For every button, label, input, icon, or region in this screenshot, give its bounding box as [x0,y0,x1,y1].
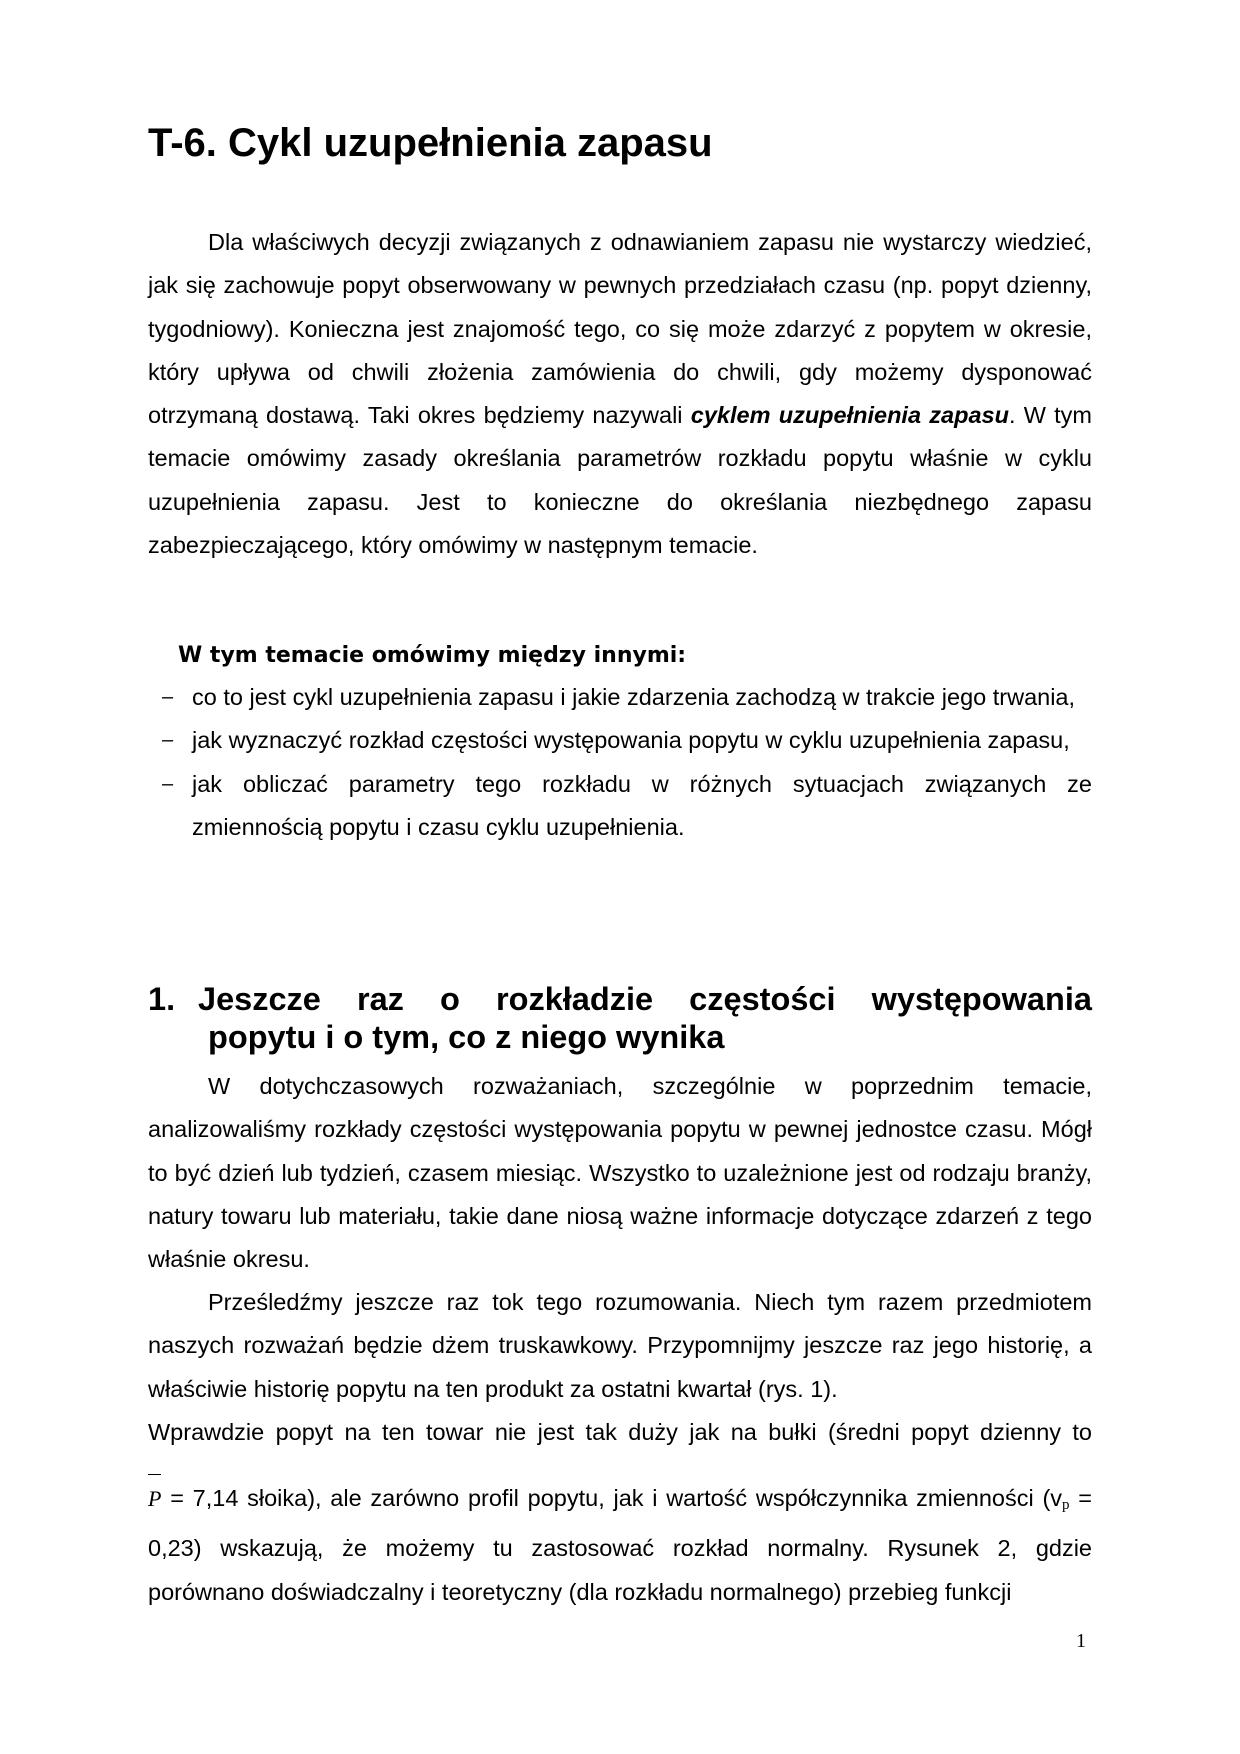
section-heading-line-1 [148,980,1092,1018]
heading-word: rozkładzie [495,981,654,1017]
bullet-dash: – [162,686,174,708]
topics-list [148,676,1092,849]
heading-word: występowania [871,981,1092,1017]
list-item-text: jak obliczać parametry tego rozkładu w różnych sytuacjach związanych ze zmiennością popytu i czasu cyklu uzupełnienia. [192,770,1092,840]
section-heading-line-2: popytu i o tym, co z niego wynika [208,1019,725,1055]
intro-text-part1: Dla właściwych decyzji związanych z odnawianiem zapasu nie wystarczy wiedzieć, jak się zachowuje popyt obserwowany w pewnych przedziałach czasu (np. popyt dzienny, tygodniowy). Konieczna jest znajomość tego, co się może zdarzyć z popytem w okresie, który upływa od chwili złożenia zamówienia do chwili, gdy możemy dysponować otrzymaną dostawą. Taki okres będziemy nazywali [148,229,1092,429]
paragraph-2 [148,1281,1092,1454]
mean-demand-symbol: P [148,1475,161,1520]
intro-paragraph [148,221,1092,567]
list-item [148,763,1092,850]
section-1-heading [148,980,1092,1056]
list-item [148,676,1092,719]
intro-key-term: cyklem uzupełnienia zapasu [690,402,1009,429]
paragraph-2-text: Prześledźmy jeszcze raz tok tego rozumowania. Niech tym razem przedmiotem naszych rozważań będzie dżem truskawkowy. Przypomnijmy jeszcze raz jego historię, a właściwie historię popytu na ten produkt za ostatni kwartał (rys. 1). [148,1289,1092,1402]
heading-word: raz [356,981,404,1017]
section-heading-words [198,980,1092,1018]
subscript-p: p [1062,1497,1070,1513]
paragraph-3-text-part1: = 7,14 słoika), ale zarówno profil popytu, jak i wartość współczynnika zmienności (v [161,1485,1063,1511]
section-number: 1. [148,981,176,1017]
bullet-dash: – [162,729,174,752]
topics-heading: W tym temacie omówimy między innymi: [178,643,687,668]
list-item-text: jak wyznaczyć rozkład częstości występowania popytu w cyklu uzupełnienia zapasu, [192,727,1070,754]
page-number: 1 [1076,1630,1086,1652]
heading-word: Jeszcze [198,981,321,1017]
paragraph-3 [148,1475,1092,1614]
paragraph-3-text-part2: = 0,23) wskazują, że możemy tu zastosować rozkład normalny. Rysunek 2, gdzie porównano doświadczalny i teoretyczny (dla rozkładu normalnego) przebieg funkcji [148,1485,1092,1605]
paragraph-2-last-line: Wprawdzie popyt na ten towar nie jest tak duży jak na bułki (średni popyt dzienny to [148,1418,1092,1445]
intro-text-part2: . W tym temacie omówimy zasady określania parametrów rozkładu popytu właśnie w cyklu uzupełnienia zapasu. Jest to konieczne do określania niezbędnego zapasu zabezpieczającego, który omówimy w następnym temacie. [148,402,1093,559]
paragraph-1: W dotychczasowych rozważaniach, szczególnie w poprzednim temacie, analizowaliśmy rozkłady częstości występowania popytu w pewnej jednostce czasu. Mógł to być dzień lub tydzień, czasem miesiąc. Wszystko to uzależnione jest od rodzaju branży, natury towaru lub materiału, takie dane niosą ważne informacje dotyczące zdarzeń z tego właśnie okresu. [148,1073,1092,1273]
bullet-dash: – [162,772,174,795]
heading-word: o [440,981,460,1017]
heading-word: częstości [689,981,836,1017]
list-item-text: co to jest cykl uzupełnienia zapasu i jakie zdarzenia zachodzą w trakcie jego trwania, [192,684,1076,710]
list-item [148,719,1092,762]
document-title: T-6. Cykl uzupełnienia zapasu [148,121,713,165]
